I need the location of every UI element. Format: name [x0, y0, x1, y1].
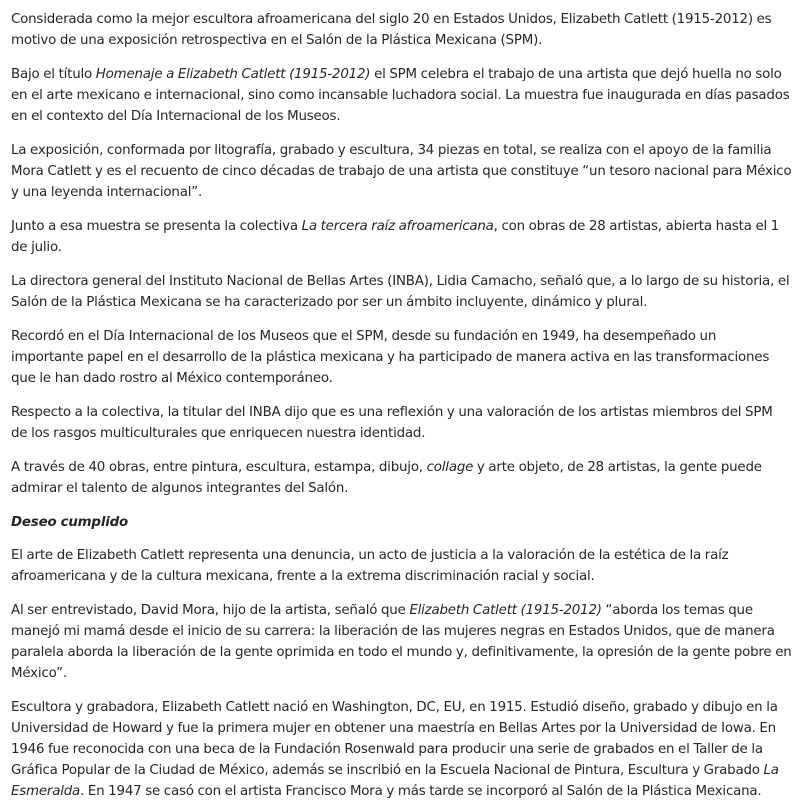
paragraph-text: Considerada como la mejor escultora afroamericana del siglo 20 en Estados Unidos, Elizabeth Catlett (1915-2012) es motivo de una exposición retrospectiva en el Salón de la Plástica Mexicana (SPM). — [11, 12, 772, 48]
paragraph-text-post: el SPM celebra el trabajo de una artista que dejó huella no solo en el arte mexicano e internacional, sino como incansable luchadora social. La muestra fue inaugurada en días pasados en el contexto del Día Internacional de los Museos. — [11, 67, 790, 124]
collective-title: La tercera raíz afroamericana — [301, 219, 494, 234]
paragraph-text-post: , con obras de 28 artistas, abierta hasta el 1 de julio. — [11, 219, 780, 255]
paragraph-text: El arte de Elizabeth Catlett representa una denuncia, un acto de justicia a la valoración de la estética de la raíz afroamericana y de la cultura mexicana, frente a la extrema discriminación racial y social. — [11, 548, 729, 584]
paragraph-text-post: y arte objeto, de 28 artistas, la gente puede admirar el talento de algunos integrantes del Salón. — [11, 460, 762, 496]
paragraph-exposicion — [11, 140, 792, 203]
paragraph-text-pre: Escultora y grabadora, Elizabeth Catlett nació en Washington, DC, EU, en 1915. Estudió diseño, grabado y dibujo en la Universidad de Howard y fue la primera mujer en obtener una maestría en Bellas Artes por la Universidad de Iowa. En 1946 fue reconocida con una beca de la Fundación Rosenwald para producir una serie de grabados en el Taller de la Gráfica Popular de la Ciudad de México, además se inscribió en la Escuela Nacional de Pintura, Escultura y Grabado — [11, 700, 778, 778]
paragraph-text: La directora general del Instituto Nacional de Bellas Artes (INBA), Lidia Camacho, señaló que, a lo largo de su historia, el Salón de la Plástica Mexicana se ha caracterizado por ser un ámbito incluyente, dinámico y plural. — [11, 274, 790, 310]
paragraph-intro — [11, 9, 792, 51]
paragraph-obras — [11, 457, 792, 499]
paragraph-text: Respecto a la colectiva, la titular del INBA dijo que es una reflexión y una valoración de los artistas miembros del SPM de los rasgos multiculturales que enriquecen nuestra identidad. — [11, 405, 773, 441]
school-name: La Esmeralda — [11, 763, 779, 799]
paragraph-text-pre: A través de 40 obras, entre pintura, escultura, estampa, dibujo, — [11, 460, 427, 475]
paragraph-biografia — [11, 697, 792, 802]
paragraph-text: Recordó en el Día Internacional de los Museos que el SPM, desde su fundación en 1949, ha desempeñado un importante papel en el desarrollo de la plástica mexicana y ha participado de manera activa en las transformaciones que le han dado rostro al México contemporáneo. — [11, 329, 770, 386]
paragraph-text-post: “aborda los temas que manejó mi mamá desde el inicio de su carrera: la liberación de las mujeres negras en Estados Unidos, que de manera paralela aborda la liberación de la gente oprimida en todo el mundo y, definitivamente, la opresión de la gente pobre en México”. — [11, 603, 792, 681]
paragraph-text-pre: Bajo el título — [11, 67, 96, 82]
collage-term: collage — [426, 460, 474, 475]
exhibition-title: Elizabeth Catlett (1915-2012) — [409, 603, 602, 618]
paragraph-entrevista — [11, 600, 792, 684]
paragraph-text-pre: Al ser entrevistado, David Mora, hijo de la artista, señaló que — [11, 603, 410, 618]
paragraph-arte — [11, 545, 792, 587]
paragraph-colectiva — [11, 216, 792, 258]
paragraph-respecto — [11, 402, 792, 444]
section-heading: Deseo cumplido — [11, 515, 128, 530]
paragraph-homenaje — [11, 64, 792, 127]
paragraph-text-pre: Junto a esa muestra se presenta la colectiva — [11, 219, 302, 234]
paragraph-directora — [11, 271, 792, 313]
paragraph-text-post: . En 1947 se casó con el artista Francisco Mora y más tarde se incorporó al Salón de la Plástica Mexicana. — [80, 784, 762, 799]
paragraph-recordo — [11, 326, 792, 389]
exhibition-title: Homenaje a Elizabeth Catlett (1915-2012) — [95, 67, 371, 82]
paragraph-text: La exposición, conformada por litografía, grabado y escultura, 34 piezas en total, se realiza con el apoyo de la familia Mora Catlett y es el recuento de cinco décadas de trabajo de una artista que constituye “un tesoro nacional para México y una leyenda internacional”. — [11, 143, 792, 200]
